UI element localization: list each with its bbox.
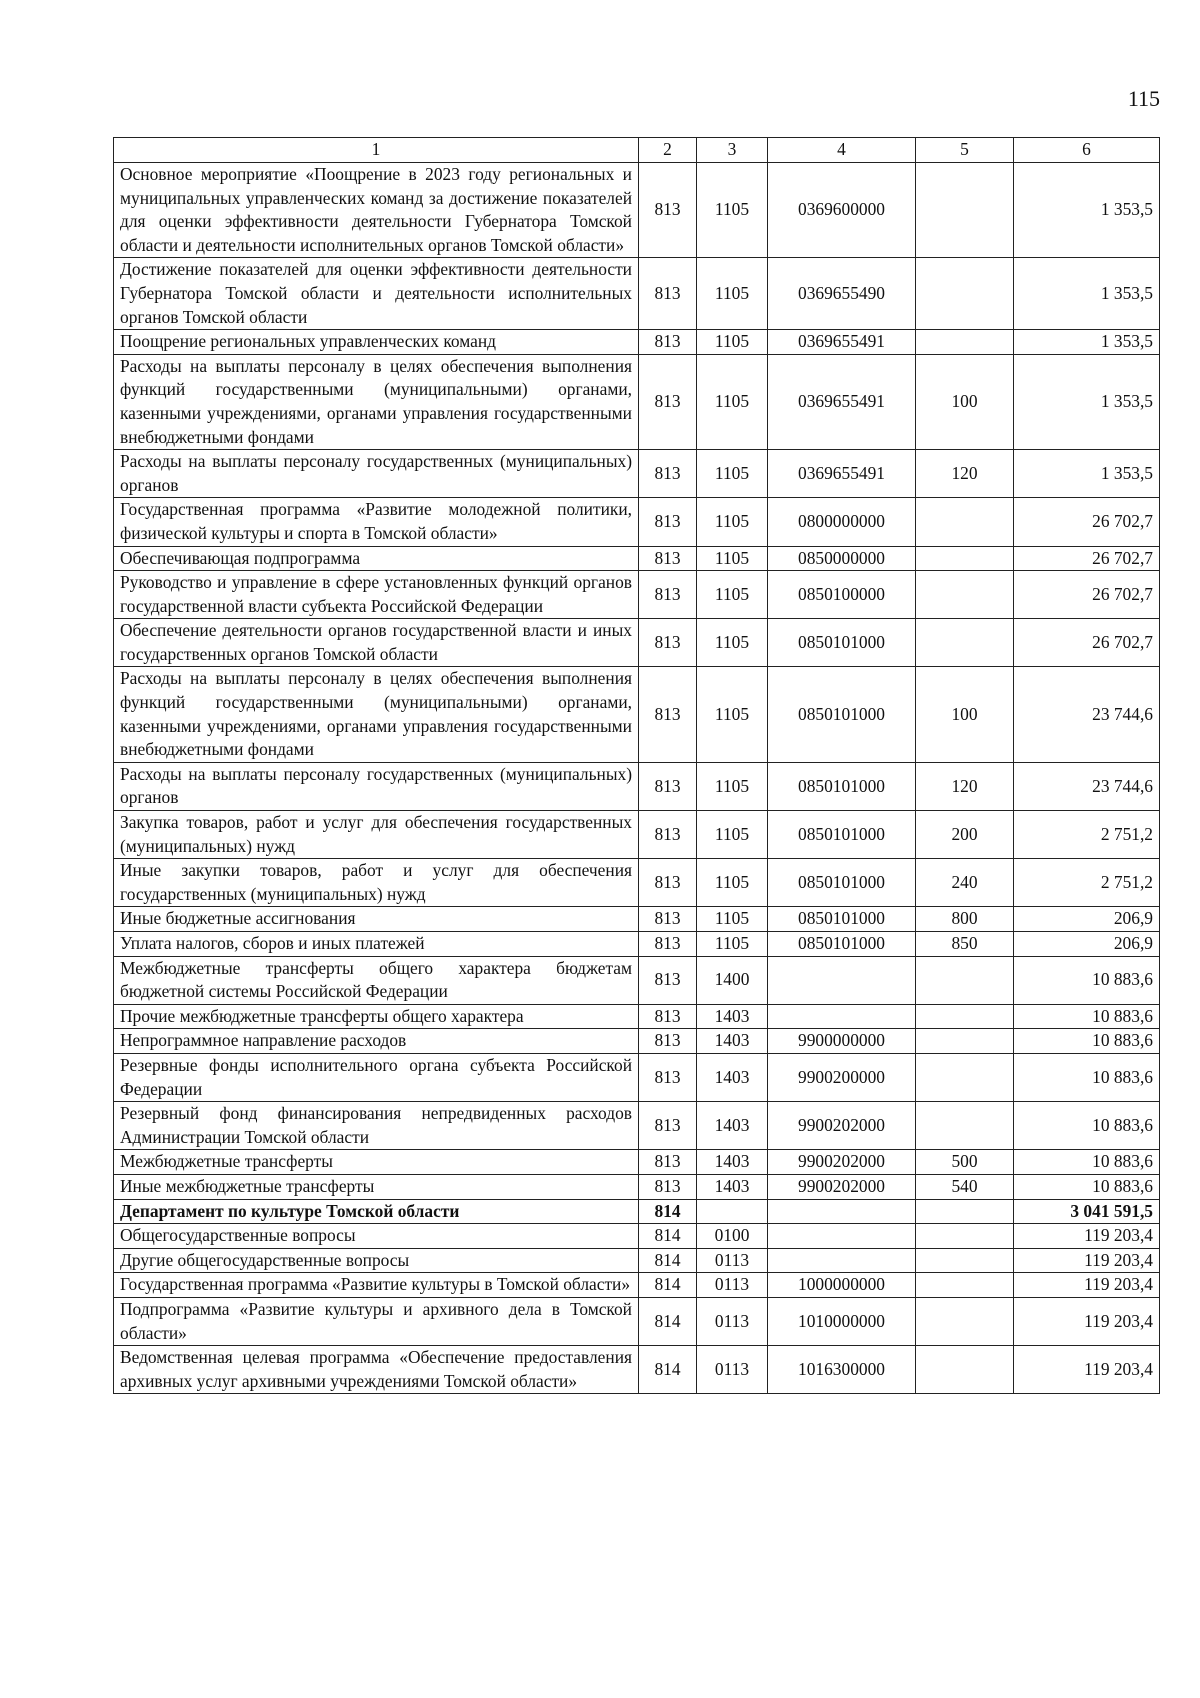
- expense-type-cell: 800: [916, 907, 1014, 932]
- expense-type-cell: [916, 571, 1014, 619]
- table-row: [114, 762, 1160, 810]
- admin-code-cell: 813: [639, 1102, 697, 1150]
- section-code-cell: 0113: [697, 1346, 768, 1394]
- row-name-cell: Достижение показателей для оценки эффективности деятельности Губернатора Томской области и деятельности исполнительных органов Томской области: [114, 258, 639, 330]
- expense-type-cell: [916, 1102, 1014, 1150]
- admin-code-cell: 813: [639, 330, 697, 355]
- table-header-row: [114, 138, 1160, 163]
- table-row: [114, 1297, 1160, 1345]
- table-row: [114, 1346, 1160, 1394]
- amount-cell: 10 883,6: [1014, 956, 1160, 1004]
- admin-code-cell: 814: [639, 1248, 697, 1273]
- admin-code-cell: 813: [639, 811, 697, 859]
- section-code-cell: 1105: [697, 907, 768, 932]
- admin-code-cell: 813: [639, 762, 697, 810]
- section-code-cell: 0113: [697, 1248, 768, 1273]
- row-name-cell: Непрограммное направление расходов: [114, 1029, 639, 1054]
- expense-type-cell: 200: [916, 811, 1014, 859]
- target-article-cell: 0850101000: [768, 619, 916, 667]
- table-row: [114, 258, 1160, 330]
- amount-cell: 1 353,5: [1014, 163, 1160, 258]
- admin-code-cell: 813: [639, 1174, 697, 1199]
- row-name-cell: Государственная программа «Развитие молодежной политики, физической культуры и спорта в Томской области»: [114, 498, 639, 546]
- expense-type-cell: 540: [916, 1174, 1014, 1199]
- row-name-cell: Иные бюджетные ассигнования: [114, 907, 639, 932]
- table-row: [114, 1004, 1160, 1029]
- row-name-cell: Расходы на выплаты персоналу государственных (муниципальных) органов: [114, 762, 639, 810]
- amount-cell: 1 353,5: [1014, 258, 1160, 330]
- section-code-cell: 1105: [697, 811, 768, 859]
- column-header: 5: [916, 138, 1014, 163]
- row-name-cell: Государственная программа «Развитие культуры в Томской области»: [114, 1273, 639, 1298]
- admin-code-cell: 813: [639, 859, 697, 907]
- row-name-cell: Прочие межбюджетные трансферты общего характера: [114, 1004, 639, 1029]
- admin-code-cell: 813: [639, 1004, 697, 1029]
- target-article-cell: [768, 1199, 916, 1224]
- section-code-cell: 1403: [697, 1004, 768, 1029]
- amount-cell: 10 883,6: [1014, 1004, 1160, 1029]
- target-article-cell: 0850100000: [768, 571, 916, 619]
- table-row: [114, 619, 1160, 667]
- admin-code-cell: 813: [639, 956, 697, 1004]
- page-number: 115: [1127, 86, 1160, 111]
- amount-cell: 23 744,6: [1014, 762, 1160, 810]
- amount-cell: 10 883,6: [1014, 1102, 1160, 1150]
- amount-cell: 3 041 591,5: [1014, 1199, 1160, 1224]
- admin-code-cell: 813: [639, 258, 697, 330]
- target-article-cell: [768, 1224, 916, 1249]
- amount-cell: 10 883,6: [1014, 1029, 1160, 1054]
- table-row: [114, 811, 1160, 859]
- column-header: 2: [639, 138, 697, 163]
- section-code-cell: 1105: [697, 330, 768, 355]
- row-name-cell: Резервные фонды исполнительного органа субъекта Российской Федерации: [114, 1053, 639, 1101]
- expense-type-cell: [916, 1199, 1014, 1224]
- expense-type-cell: [916, 330, 1014, 355]
- row-name-cell: Иные закупки товаров, работ и услуг для обеспечения государственных (муниципальных) нужд: [114, 859, 639, 907]
- expense-type-cell: [916, 546, 1014, 571]
- row-name-cell: Уплата налогов, сборов и иных платежей: [114, 932, 639, 957]
- admin-code-cell: 813: [639, 1029, 697, 1054]
- row-name-cell: Департамент по культуре Томской области: [114, 1199, 639, 1224]
- section-code-cell: 1105: [697, 163, 768, 258]
- expense-type-cell: 120: [916, 450, 1014, 498]
- target-article-cell: 9900202000: [768, 1150, 916, 1175]
- target-article-cell: 0850101000: [768, 811, 916, 859]
- target-article-cell: 9900202000: [768, 1102, 916, 1150]
- admin-code-cell: 814: [639, 1199, 697, 1224]
- column-header: 4: [768, 138, 916, 163]
- column-header: 6: [1014, 138, 1160, 163]
- expense-type-cell: 120: [916, 762, 1014, 810]
- table-row: [114, 1102, 1160, 1150]
- admin-code-cell: 814: [639, 1273, 697, 1298]
- table-row: [114, 354, 1160, 449]
- section-code-cell: 1403: [697, 1174, 768, 1199]
- expense-type-cell: [916, 1346, 1014, 1394]
- expense-type-cell: 100: [916, 667, 1014, 762]
- section-code-cell: 1105: [697, 354, 768, 449]
- section-code-cell: 0100: [697, 1224, 768, 1249]
- admin-code-cell: 814: [639, 1346, 697, 1394]
- expense-type-cell: 850: [916, 932, 1014, 957]
- amount-cell: 10 883,6: [1014, 1053, 1160, 1101]
- target-article-cell: 0369655491: [768, 450, 916, 498]
- expense-type-cell: [916, 1273, 1014, 1298]
- section-code-cell: 1400: [697, 956, 768, 1004]
- admin-code-cell: 813: [639, 450, 697, 498]
- column-header: 1: [114, 138, 639, 163]
- expense-type-cell: [916, 163, 1014, 258]
- admin-code-cell: 813: [639, 546, 697, 571]
- amount-cell: 2 751,2: [1014, 859, 1160, 907]
- amount-cell: 119 203,4: [1014, 1248, 1160, 1273]
- row-name-cell: Обеспечение деятельности органов государственной власти и иных государственных органов Томской области: [114, 619, 639, 667]
- expense-type-cell: [916, 1248, 1014, 1273]
- amount-cell: 26 702,7: [1014, 571, 1160, 619]
- target-article-cell: 0369655490: [768, 258, 916, 330]
- admin-code-cell: 814: [639, 1224, 697, 1249]
- table-row: [114, 1248, 1160, 1273]
- target-article-cell: 0850101000: [768, 932, 916, 957]
- target-article-cell: 9900200000: [768, 1053, 916, 1101]
- target-article-cell: 0850101000: [768, 907, 916, 932]
- amount-cell: 10 883,6: [1014, 1150, 1160, 1175]
- section-code-cell: 1105: [697, 932, 768, 957]
- table-row: [114, 907, 1160, 932]
- section-code-cell: 1105: [697, 498, 768, 546]
- row-name-cell: Поощрение региональных управленческих команд: [114, 330, 639, 355]
- amount-cell: 1 353,5: [1014, 354, 1160, 449]
- admin-code-cell: 813: [639, 619, 697, 667]
- table-row: [114, 1199, 1160, 1224]
- admin-code-cell: 813: [639, 932, 697, 957]
- table-row: [114, 956, 1160, 1004]
- amount-cell: 26 702,7: [1014, 498, 1160, 546]
- amount-cell: 119 203,4: [1014, 1346, 1160, 1394]
- target-article-cell: [768, 1248, 916, 1273]
- budget-table: [113, 137, 1160, 1394]
- row-name-cell: Общегосударственные вопросы: [114, 1224, 639, 1249]
- table-row: [114, 330, 1160, 355]
- expense-type-cell: [916, 1029, 1014, 1054]
- section-code-cell: [697, 1199, 768, 1224]
- amount-cell: 119 203,4: [1014, 1224, 1160, 1249]
- table-body: [114, 163, 1160, 1394]
- admin-code-cell: 813: [639, 571, 697, 619]
- table-row: [114, 1029, 1160, 1054]
- admin-code-cell: 813: [639, 498, 697, 546]
- row-name-cell: Ведомственная целевая программа «Обеспечение предоставления архивных услуг архивными учреждениями Томской области»: [114, 1346, 639, 1394]
- target-article-cell: 0800000000: [768, 498, 916, 546]
- row-name-cell: Иные межбюджетные трансферты: [114, 1174, 639, 1199]
- expense-type-cell: [916, 1224, 1014, 1249]
- target-article-cell: 9900202000: [768, 1174, 916, 1199]
- expense-type-cell: [916, 619, 1014, 667]
- admin-code-cell: 813: [639, 667, 697, 762]
- table-row: [114, 1273, 1160, 1298]
- target-article-cell: 1016300000: [768, 1346, 916, 1394]
- table-row: [114, 932, 1160, 957]
- target-article-cell: 0850101000: [768, 762, 916, 810]
- table-row: [114, 450, 1160, 498]
- expense-type-cell: [916, 498, 1014, 546]
- section-code-cell: 1105: [697, 450, 768, 498]
- table-row: [114, 1053, 1160, 1101]
- target-article-cell: 1000000000: [768, 1273, 916, 1298]
- expense-type-cell: 100: [916, 354, 1014, 449]
- target-article-cell: 0850101000: [768, 667, 916, 762]
- amount-cell: 26 702,7: [1014, 619, 1160, 667]
- table-row: [114, 859, 1160, 907]
- section-code-cell: 1403: [697, 1150, 768, 1175]
- amount-cell: 26 702,7: [1014, 546, 1160, 571]
- expense-type-cell: [916, 1297, 1014, 1345]
- target-article-cell: 0369600000: [768, 163, 916, 258]
- table-row: [114, 667, 1160, 762]
- expense-type-cell: [916, 1004, 1014, 1029]
- section-code-cell: 0113: [697, 1297, 768, 1345]
- section-code-cell: 1403: [697, 1029, 768, 1054]
- target-article-cell: [768, 956, 916, 1004]
- section-code-cell: 1403: [697, 1102, 768, 1150]
- row-name-cell: Расходы на выплаты персоналу государственных (муниципальных) органов: [114, 450, 639, 498]
- target-article-cell: 0369655491: [768, 330, 916, 355]
- column-header: 3: [697, 138, 768, 163]
- table-row: [114, 546, 1160, 571]
- expense-type-cell: 240: [916, 859, 1014, 907]
- expense-type-cell: 500: [916, 1150, 1014, 1175]
- admin-code-cell: 813: [639, 1150, 697, 1175]
- expense-type-cell: [916, 258, 1014, 330]
- row-name-cell: Межбюджетные трансферты: [114, 1150, 639, 1175]
- section-code-cell: 1105: [697, 258, 768, 330]
- row-name-cell: Расходы на выплаты персоналу в целях обеспечения выполнения функций государственными (муниципальными) органами, казенными учреждениями, органами управления государственными внебюджетными фондами: [114, 354, 639, 449]
- amount-cell: 119 203,4: [1014, 1297, 1160, 1345]
- section-code-cell: 0113: [697, 1273, 768, 1298]
- admin-code-cell: 813: [639, 1053, 697, 1101]
- admin-code-cell: 813: [639, 354, 697, 449]
- table-row: [114, 571, 1160, 619]
- expense-type-cell: [916, 1053, 1014, 1101]
- row-name-cell: Обеспечивающая подпрограмма: [114, 546, 639, 571]
- amount-cell: 1 353,5: [1014, 450, 1160, 498]
- target-article-cell: [768, 1004, 916, 1029]
- section-code-cell: 1105: [697, 762, 768, 810]
- target-article-cell: 9900000000: [768, 1029, 916, 1054]
- target-article-cell: 0369655491: [768, 354, 916, 449]
- row-name-cell: Руководство и управление в сфере установленных функций органов государственной власти субъекта Российской Федерации: [114, 571, 639, 619]
- amount-cell: 2 751,2: [1014, 811, 1160, 859]
- row-name-cell: Закупка товаров, работ и услуг для обеспечения государственных (муниципальных) нужд: [114, 811, 639, 859]
- row-name-cell: Резервный фонд финансирования непредвиденных расходов Администрации Томской области: [114, 1102, 639, 1150]
- table-row: [114, 498, 1160, 546]
- table-row: [114, 1174, 1160, 1199]
- expense-type-cell: [916, 956, 1014, 1004]
- row-name-cell: Основное мероприятие «Поощрение в 2023 году региональных и муниципальных управленческих команд за достижение показателей для оценки эффективности деятельности Губернатора Томской области и деятельности исполнительных органов Томской области»: [114, 163, 639, 258]
- target-article-cell: 1010000000: [768, 1297, 916, 1345]
- admin-code-cell: 813: [639, 163, 697, 258]
- table-row: [114, 1224, 1160, 1249]
- amount-cell: 206,9: [1014, 932, 1160, 957]
- admin-code-cell: 814: [639, 1297, 697, 1345]
- amount-cell: 1 353,5: [1014, 330, 1160, 355]
- admin-code-cell: 813: [639, 907, 697, 932]
- section-code-cell: 1105: [697, 571, 768, 619]
- row-name-cell: Подпрограмма «Развитие культуры и архивного дела в Томской области»: [114, 1297, 639, 1345]
- row-name-cell: Расходы на выплаты персоналу в целях обеспечения выполнения функций государственными (муниципальными) органами, казенными учреждениями, органами управления государственными внебюджетными фондами: [114, 667, 639, 762]
- table-row: [114, 1150, 1160, 1175]
- section-code-cell: 1105: [697, 859, 768, 907]
- table-row: [114, 163, 1160, 258]
- amount-cell: 10 883,6: [1014, 1174, 1160, 1199]
- amount-cell: 23 744,6: [1014, 667, 1160, 762]
- target-article-cell: 0850101000: [768, 859, 916, 907]
- section-code-cell: 1105: [697, 546, 768, 571]
- row-name-cell: Межбюджетные трансферты общего характера бюджетам бюджетной системы Российской Федерации: [114, 956, 639, 1004]
- section-code-cell: 1105: [697, 619, 768, 667]
- target-article-cell: 0850000000: [768, 546, 916, 571]
- section-code-cell: 1105: [697, 667, 768, 762]
- amount-cell: 119 203,4: [1014, 1273, 1160, 1298]
- row-name-cell: Другие общегосударственные вопросы: [114, 1248, 639, 1273]
- section-code-cell: 1403: [697, 1053, 768, 1101]
- amount-cell: 206,9: [1014, 907, 1160, 932]
